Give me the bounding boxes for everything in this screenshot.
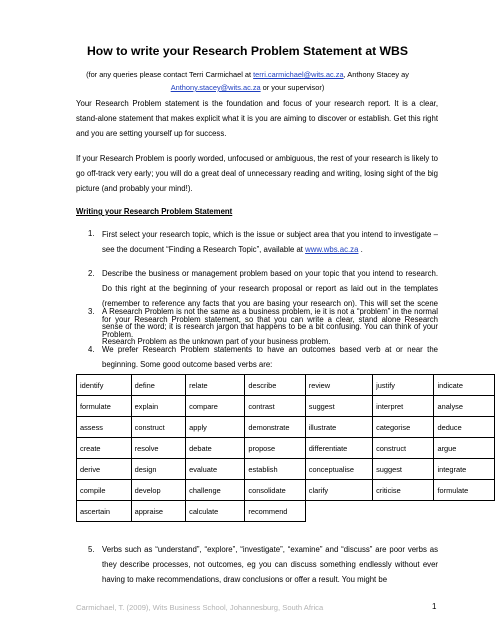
contact-suffix-2: or your supervisor): [260, 83, 325, 92]
table-cell: appraise: [131, 501, 185, 522]
table-cell: relate: [186, 375, 245, 396]
table-cell: define: [131, 375, 185, 396]
intro-paragraph: Your Research Problem statement is the foundation and focus of your research report. It is a clear, stand-alone statement that makes explicit what it is you are aiming to discover or establish. Get this right and you are setting yourself up for success.: [76, 99, 438, 139]
contact-line-2: [0, 83, 495, 92]
table-cell: criticise: [373, 480, 434, 501]
list-item: A Research Problem is not the same as a business problem, ie it is not a “problem” in the normal sense of the word; it is research jargon that happens to be a bit confusing. You can think of your Research Problem as the unknown part of your business problem.: [102, 307, 438, 347]
contact-line-1: [0, 70, 495, 79]
table-cell: evaluate: [186, 459, 245, 480]
contact-suffix: , Anthony Stacey ay: [343, 70, 409, 79]
list-number: 1.: [88, 229, 95, 238]
table-row: [77, 438, 495, 459]
table-cell: suggest: [373, 459, 434, 480]
section-heading: Writing your Research Problem Statement: [76, 207, 233, 216]
list-item-text: First select your research topic, which is the issue or subject area that you intend to investigate – see the document “Finding a Research Topic”, available at: [102, 230, 438, 255]
wbs-link[interactable]: www.wbs.ac.za: [305, 245, 359, 255]
table-cell: assess: [77, 417, 132, 438]
table-cell: demonstrate: [245, 417, 305, 438]
table-row: [77, 375, 495, 396]
table-cell: conceptualise: [305, 459, 372, 480]
table-cell: indicate: [434, 375, 495, 396]
table-cell: deduce: [434, 417, 495, 438]
list-number: 2.: [88, 269, 95, 278]
table-row: [77, 480, 495, 501]
table-cell: review: [305, 375, 372, 396]
list-number: 5.: [88, 545, 95, 554]
table-cell: consolidate: [245, 480, 305, 501]
table-cell: categorise: [373, 417, 434, 438]
table-cell: propose: [245, 438, 305, 459]
email-link-terri[interactable]: terri.carmichael@wits.ac.za: [253, 70, 344, 79]
table-cell: calculate: [186, 501, 245, 522]
table-cell: recommend: [245, 501, 305, 522]
list-item: Verbs such as “understand”, “explore”, “investigate”, “examine” and “discuss” are poor verbs as they describe processes, not outcomes, eg you can discuss something endlessly without ever having to make recommendations, draw conclusions or offer a result. You might be: [102, 545, 438, 585]
table-cell: resolve: [131, 438, 185, 459]
table-cell: contrast: [245, 396, 305, 417]
verbs-table: [76, 374, 495, 522]
table-cell: integrate: [434, 459, 495, 480]
table-cell: suggest: [305, 396, 372, 417]
table-cell: create: [77, 438, 132, 459]
table-cell: differentiate: [305, 438, 372, 459]
page-number: 1: [432, 602, 437, 611]
table-cell: compare: [186, 396, 245, 417]
table-cell: formulate: [434, 480, 495, 501]
email-link-anthony[interactable]: Anthony.stacey@wits.ac.za: [170, 83, 261, 92]
contact-prefix: (for any queries please contact Terri Carmichael at: [86, 70, 254, 79]
table-cell: analyse: [434, 396, 495, 417]
warning-paragraph: If your Research Problem is poorly worded, unfocused or ambiguous, the rest of your research is likely to go off-track very early; you will do a great deal of unnecessary reading and writing, losing sight of the big picture (and probably your mind!).: [76, 154, 438, 194]
table-cell: formulate: [77, 396, 132, 417]
table-cell: challenge: [186, 480, 245, 501]
list-item: [102, 227, 438, 257]
table-row: [77, 501, 495, 522]
page-footer: Carmichael, T. (2009), Wits Business School, Johannesburg, South Africa: [76, 603, 324, 612]
table-cell: explain: [131, 396, 185, 417]
table-cell: identify: [77, 375, 132, 396]
table-row: [77, 417, 495, 438]
table-cell: debate: [186, 438, 245, 459]
list-item: We prefer Research Problem statements to have an outcomes based verb at or near the beginning. Some good outcome based verbs are:: [102, 345, 438, 370]
table-cell: interpret: [373, 396, 434, 417]
list-number: 3.: [88, 307, 95, 316]
page-title: How to write your Research Problem Statement at WBS: [86, 44, 408, 58]
table-cell: construct: [373, 438, 434, 459]
table-cell: apply: [186, 417, 245, 438]
table-cell: describe: [245, 375, 305, 396]
table-cell: develop: [131, 480, 185, 501]
table-row: [77, 459, 495, 480]
table-cell: justify: [373, 375, 434, 396]
table-cell: derive: [77, 459, 132, 480]
table-cell: argue: [434, 438, 495, 459]
table-cell: establish: [245, 459, 305, 480]
list-number: 4.: [88, 345, 95, 354]
table-cell: ascertain: [77, 501, 132, 522]
table-cell: clarify: [305, 480, 372, 501]
table-row: [77, 396, 495, 417]
list-item-after: .: [358, 245, 363, 255]
table-cell: compile: [77, 480, 132, 501]
table-cell: construct: [131, 417, 185, 438]
table-cell: design: [131, 459, 185, 480]
list-item: Describe the business or management problem based on your topic that you intend to research. Do this right at the beginning of your research proposal or report as laid out in the templates (remember to reference any facts that you are basing your research on). This will set the scene for your Research Problem statement, so that you can write a clear, stand alone Research Problem.: [102, 269, 438, 339]
table-cell: illustrate: [305, 417, 372, 438]
